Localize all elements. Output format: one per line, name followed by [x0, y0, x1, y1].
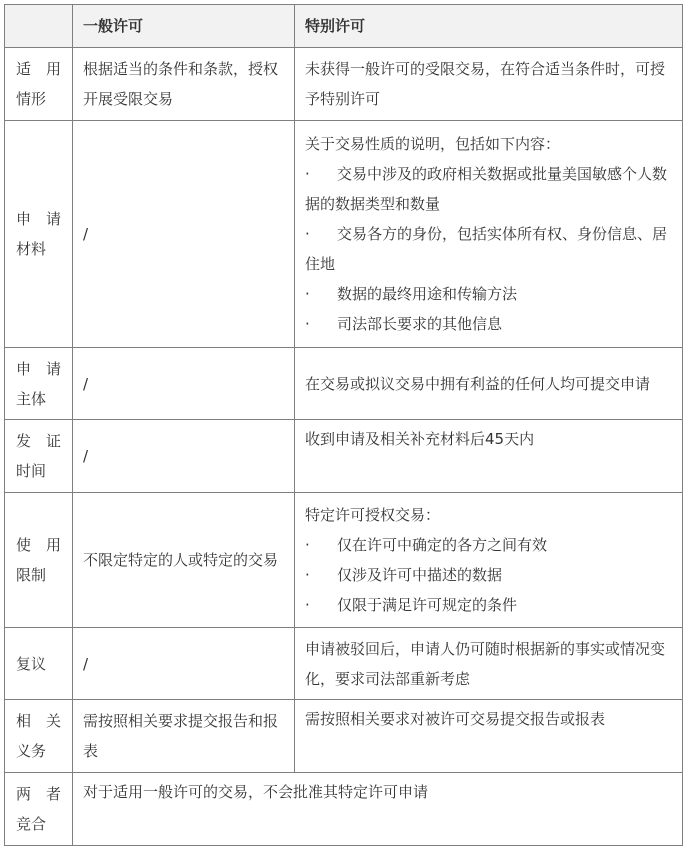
- row-label-text: 发 证 时间: [16, 432, 62, 480]
- table-row: [5, 348, 683, 420]
- list-item: [305, 560, 672, 590]
- header-row: [5, 5, 683, 48]
- row-label-text: 相 关 义务: [16, 712, 62, 760]
- table-row: [5, 121, 683, 348]
- row-label: [5, 773, 73, 846]
- row-label: [5, 700, 73, 773]
- row-label: [5, 348, 73, 420]
- list-item-text: 仅在许可中确定的各方之间有效: [337, 536, 548, 554]
- merged-cell: 对于适用一般许可的交易，不会批准其特定许可申请: [73, 773, 683, 846]
- special-cell: 收到申请及相关补充材料后45天内: [295, 420, 683, 493]
- special-cell: [295, 121, 683, 348]
- special-cell: 未获得一般许可的受限交易，在符合适当条件时，可授予特别许可: [295, 48, 683, 121]
- general-cell: /: [73, 348, 295, 420]
- bullet-icon: ·: [305, 536, 310, 554]
- special-cell: 在交易或拟议交易中拥有利益的任何人均可提交申请: [295, 348, 683, 420]
- table-row: [5, 773, 683, 846]
- list-item-text: 交易中涉及的政府相关数据或批量美国敏感个人数据的数据类型和数量: [305, 165, 668, 213]
- row-label-text: 适 用 情形: [16, 60, 62, 108]
- general-cell: 根据适当的条件和条款，授权开展受限交易: [73, 48, 295, 121]
- list-item: [305, 590, 672, 620]
- special-intro: 特定许可授权交易：: [305, 506, 441, 524]
- list-item: [305, 159, 672, 219]
- special-cell: 需按照相关要求对被许可交易提交报告或报表: [295, 700, 683, 773]
- special-cell: 申请被驳回后，申请人仍可随时根据新的事实或情况变化，要求司法部重新考虑: [295, 628, 683, 700]
- bullet-icon: ·: [305, 566, 310, 584]
- general-cell: /: [73, 628, 295, 700]
- list-item-text: 仅涉及许可中描述的数据: [337, 566, 503, 584]
- table-row: [5, 48, 683, 121]
- row-label-text: 申 请 材料: [16, 210, 62, 258]
- row-label: [5, 628, 73, 700]
- table-row: [5, 628, 683, 700]
- bullet-icon: ·: [305, 315, 310, 333]
- list-item-text: 交易各方的身份，包括实体所有权、身份信息、居住地: [305, 225, 668, 273]
- general-cell: /: [73, 121, 295, 348]
- header-general-license: 一般许可: [73, 5, 295, 48]
- table-row: [5, 700, 683, 773]
- bullet-icon: ·: [305, 596, 310, 614]
- general-cell: 需按照相关要求提交报告和报表: [73, 700, 295, 773]
- table-row: [5, 420, 683, 493]
- list-item-text: 数据的最终用途和传输方法: [337, 285, 518, 303]
- header-corner: [5, 5, 73, 48]
- special-cell: [295, 493, 683, 628]
- row-label: [5, 493, 73, 628]
- row-label-text: 复议: [16, 654, 47, 673]
- row-label-text: 使 用 限制: [16, 536, 62, 584]
- header-special-license: 特别许可: [295, 5, 683, 48]
- row-label: [5, 121, 73, 348]
- row-label: [5, 420, 73, 493]
- row-label: [5, 48, 73, 121]
- list-item: [305, 279, 672, 309]
- table-row: [5, 493, 683, 628]
- bullet-icon: ·: [305, 285, 310, 303]
- row-label-text: 申 请 主体: [16, 359, 62, 408]
- list-item-text: 仅限于满足许可规定的条件: [337, 596, 518, 614]
- list-item-text: 司法部长要求的其他信息: [337, 315, 503, 333]
- license-comparison-table: [4, 4, 683, 846]
- bullet-icon: ·: [305, 165, 310, 183]
- bullet-icon: ·: [305, 225, 310, 243]
- general-cell: 不限定特定的人或特定的交易: [73, 493, 295, 628]
- special-intro: 关于交易性质的说明，包括如下内容：: [305, 135, 561, 153]
- list-item: [305, 309, 672, 339]
- general-cell: /: [73, 420, 295, 493]
- list-item: [305, 219, 672, 279]
- row-label-text: 两 者 竞合: [16, 785, 62, 833]
- list-item: [305, 530, 672, 560]
